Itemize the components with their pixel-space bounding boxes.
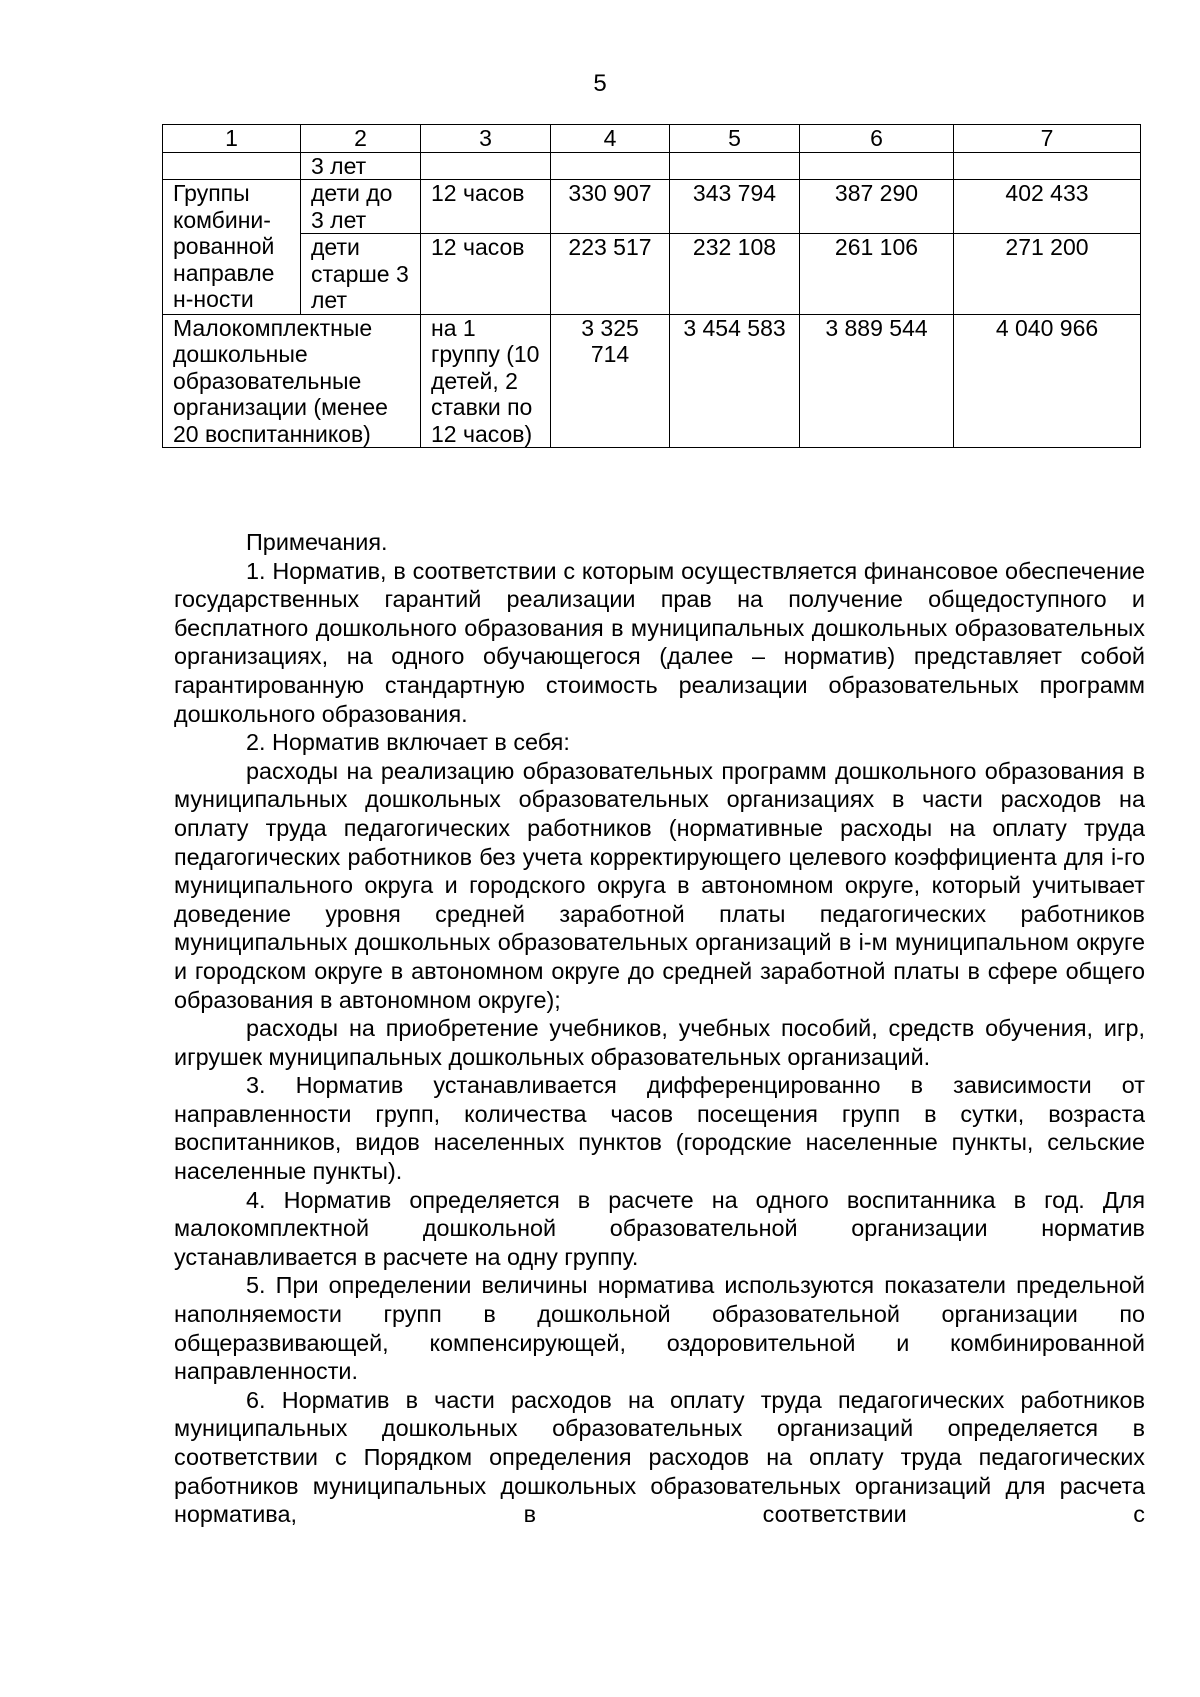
notes-title: Примечания. [246,529,388,555]
col-header: 1 [163,125,301,153]
notes-section [174,528,1145,1529]
value-cell: 402 433 [954,180,1141,234]
col-header: 6 [800,125,954,153]
note-paragraph: 3. Норматив устанавливается дифференцированно в зависимости от направленности групп, количества часов посещения групп в сутки, возраста воспитанников, видов населенных пунктов (городские населенные пункты, сельские населенные пункты). [174,1072,1145,1185]
table-cell [163,152,301,180]
value-cell: 223 517 [551,234,670,315]
normative-table [162,124,1141,448]
age-cell: дети старше 3 лет [301,234,421,315]
value-cell: 3 889 544 [800,314,954,448]
table-cell [954,152,1141,180]
col-header: 5 [670,125,800,153]
table-cell [800,152,954,180]
value-cell: 387 290 [800,180,954,234]
col-header: 2 [301,125,421,153]
col-header: 7 [954,125,1141,153]
table-cell [421,152,551,180]
group-label-cell: Группы комбини-рованной направле н-ности [163,180,301,315]
table-row [163,314,1141,448]
col-header: 3 [421,125,551,153]
note-paragraph: 1. Норматив, в соответствии с которым осуществляется финансовое обеспечение государственных гарантий реализации прав на получение общедоступного и бесплатного дошкольного образования в муниципальных дошкольных образовательных организациях, на одного обучающегося (далее – норматив) представляет собой гарантированную стандартную стоимость реализации образовательных программ дошкольного образования. [174,557,1145,727]
table-header-row [163,125,1141,153]
page-number: 5 [593,70,607,97]
hours-cell: 12 часов [421,234,551,315]
unit-cell: на 1 группу (10 детей, 2 ставки по 12 часов) [421,314,551,448]
value-cell: 4 040 966 [954,314,1141,448]
value-cell: 232 108 [670,234,800,315]
table-cell [551,152,670,180]
table-cell [670,152,800,180]
hours-cell: 12 часов [421,180,551,234]
note-paragraph: 2. Норматив включает в себя: [246,729,570,756]
table-row [163,234,1141,315]
age-cell: дети до 3 лет [301,180,421,234]
note-paragraph: расходы на реализацию образовательных программ дошкольного образования в муниципальных дошкольных образовательных организациях в части расходов на оплату труда педагогических работников (нормативные расходы на оплату труда педагогических работников без учета корректирующего целевого коэффициента для i-го муниципального округа и городского округа в автономном округе, который учитывает доведение уровня средней заработной платы педагогических работников муниципальных дошкольных образовательных организаций в i-м муниципальном округе и городском округе в автономном округе до средней заработной платы в сфере общего образования в автономном округе); [174,757,1145,1013]
value-cell: 3 325 714 [551,314,670,448]
value-cell: 3 454 583 [670,314,800,448]
value-cell: 271 200 [954,234,1141,315]
table-row [163,180,1141,234]
value-cell: 330 907 [551,180,670,234]
note-paragraph: 6. Норматив в части расходов на оплату труда педагогических работников муниципальных дошкольных образовательных организаций определяется в соответствии с Порядком определения расходов на оплату труда педагогических работников муниципальных дошкольных образовательных организаций для расчета норматива, в соответствии с [174,1386,1145,1528]
note-paragraph: расходы на приобретение учебников, учебных пособий, средств обучения, игр, игрушек муниципальных дошкольных образовательных организаций. [174,1015,1145,1070]
table-row-continued [163,152,1141,180]
value-cell: 261 106 [800,234,954,315]
note-paragraph: 5. При определении величины норматива используются показатели предельной наполняемости групп в дошкольной образовательной организации по общеразвивающей, компенсирующей, оздоровительной и комбинированной направленности. [174,1272,1145,1385]
table-cell: 3 лет [301,152,421,180]
col-header: 4 [551,125,670,153]
note-paragraph: 4. Норматив определяется в расчете на одного воспитанника в год. Для малокомплектной дошкольной образовательной организации норматив устанавливается в расчете на одну группу. [174,1186,1145,1270]
value-cell: 343 794 [670,180,800,234]
small-org-label-cell: Малокомплектные дошкольные образовательные организации (менее 20 воспитанников) [163,314,421,448]
